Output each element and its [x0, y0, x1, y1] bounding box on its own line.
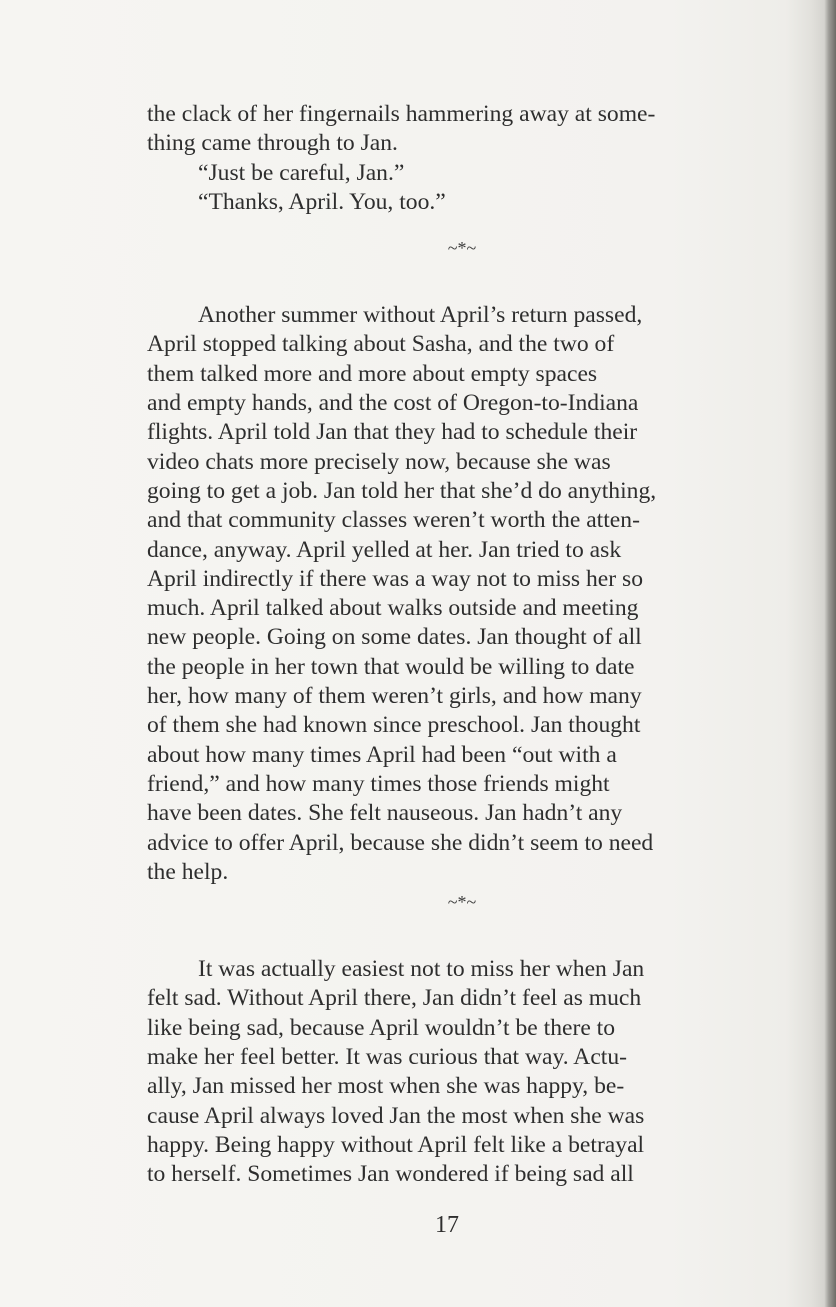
text-line: and that community classes weren’t worth the atten- — [147, 507, 640, 534]
text-line: new people. Going on some dates. Jan thought of all — [147, 624, 642, 651]
text-line: her, how many of them weren’t girls, and how many — [147, 683, 642, 710]
text-line: like being sad, because April wouldn’t be there to — [147, 1014, 616, 1041]
text-line: April indirectly if there was a way not to miss her so — [147, 565, 644, 592]
text-line: about how many times April had been “out with a — [147, 741, 617, 768]
text-line: advice to offer April, because she didn’t seem to need — [147, 829, 654, 856]
text-line: much. April talked about walks outside and meeting — [147, 595, 639, 622]
text-line: April stopped talking about Sasha, and the two of — [147, 331, 615, 358]
text-line: make her feel better. It was curious that way. Actu- — [147, 1044, 627, 1071]
page-edge-shadow — [824, 0, 836, 1307]
text-line: happy. Being happy without April felt like a betrayal — [147, 1131, 645, 1158]
text-line: ally, Jan missed her most when she was happy, be- — [147, 1073, 625, 1100]
text-line: friend,” and how many times those friends might — [147, 770, 610, 797]
section-3 — [147, 955, 747, 1189]
text-line: dance, anyway. April yelled at her. Jan tried to ask — [147, 536, 622, 563]
text-line: to herself. Sometimes Jan wondered if being sad all — [147, 1161, 634, 1188]
section-2 — [147, 301, 747, 887]
text-line: felt sad. Without April there, Jan didn’t feel as much — [147, 985, 642, 1012]
dialogue-line: “Thanks, April. You, too.” — [198, 188, 446, 215]
paragraph-first-line: It was actually easiest not to miss her when Jan — [198, 956, 645, 983]
section-separator: ~*~ — [447, 238, 477, 259]
paragraph-first-line: Another summer without April’s return passed, — [198, 302, 643, 329]
body-text — [147, 100, 747, 1190]
section-1 — [147, 100, 747, 217]
text-line: have been dates. She felt nauseous. Jan hadn’t any — [147, 800, 623, 827]
text-line: of them she had known since preschool. Jan thought — [147, 712, 641, 739]
text-line: video chats more precisely now, because she was — [147, 448, 611, 475]
text-line: thing came through to Jan. — [147, 130, 398, 157]
dialogue-line: “Just be careful, Jan.” — [198, 159, 405, 186]
page-number: 17 — [435, 1212, 459, 1238]
section-separator: ~*~ — [447, 892, 477, 913]
text-line: the help. — [147, 858, 229, 885]
text-line: and empty hands, and the cost of Oregon-to-Indiana — [147, 390, 639, 417]
text-line: cause April always loved Jan the most when she was — [147, 1102, 645, 1129]
text-line: the clack of her fingernails hammering away at some- — [147, 101, 656, 127]
text-line: going to get a job. Jan told her that she’d do anything, — [147, 477, 657, 504]
text-line: them talked more and more about empty spaces — [147, 360, 598, 387]
text-line: flights. April told Jan that they had to schedule their — [147, 419, 638, 446]
text-line: the people in her town that would be willing to date — [147, 653, 635, 680]
